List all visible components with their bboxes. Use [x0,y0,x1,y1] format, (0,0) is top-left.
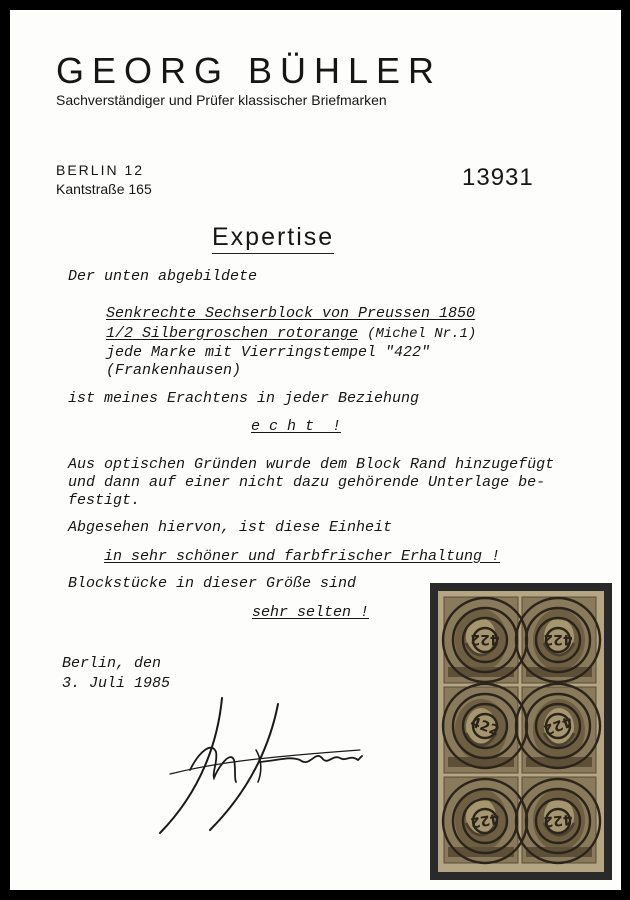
postmark-number: 422 [468,714,502,740]
item-description-line2 [106,325,476,342]
condition-intro: Abgesehen hiervon, ist diese Einheit [68,519,393,536]
remark-line2: und dann auf einer nicht dazu gehörende Unterlage be- [68,474,546,491]
intro-text: Der unten abgebildete [68,268,258,285]
item-description-denomination: 1/2 Silbergroschen rotorange [106,325,359,342]
item-description-line1: Senkrechte Sechserblock von Preussen 1850 [106,305,476,322]
certificate-number: 13931 [462,164,534,191]
postmark-number: 422 [470,631,500,647]
signature [150,690,380,840]
rarity-statement: sehr selten ! [252,604,370,621]
michel-number-note: (Michel Nr.1) [367,326,477,342]
judgement-intro: ist meines Erachtens in jeder Beziehung [68,390,420,407]
remark-line1: Aus optischen Gründen wurde dem Block Rand hinzugefügt [68,456,555,473]
postmark-number: 422 [469,809,501,831]
place-date-line2: 3. Juli 1985 [62,675,171,692]
address-city: BERLIN 12 [56,162,145,178]
postmark-number: 422 [542,810,574,830]
document-heading: Expertise [212,223,334,254]
item-description-line4: (Frankenhausen) [106,362,242,379]
place-date-line1: Berlin, den [62,655,162,672]
remark-line3: festigt. [68,492,141,509]
verdict-genuine: e c h t ! [251,418,342,435]
address-street: Kantstraße 165 [56,181,152,197]
rarity-intro: Blockstücke in dieser Größe sind [68,575,357,592]
postmark-number: 422 [541,712,575,738]
expert-name: GEORG BÜHLER [56,50,443,91]
item-description-line3: jede Marke mit Vierringstempel "422" [106,344,431,361]
postmark-number: 422 [543,631,573,647]
condition-statement: in sehr schöner und farbfrischer Erhaltung ! [104,548,501,565]
expert-subtitle: Sachverständiger und Prüfer klassischer Briefmarken [56,92,387,108]
stamp-block-image [430,583,612,880]
